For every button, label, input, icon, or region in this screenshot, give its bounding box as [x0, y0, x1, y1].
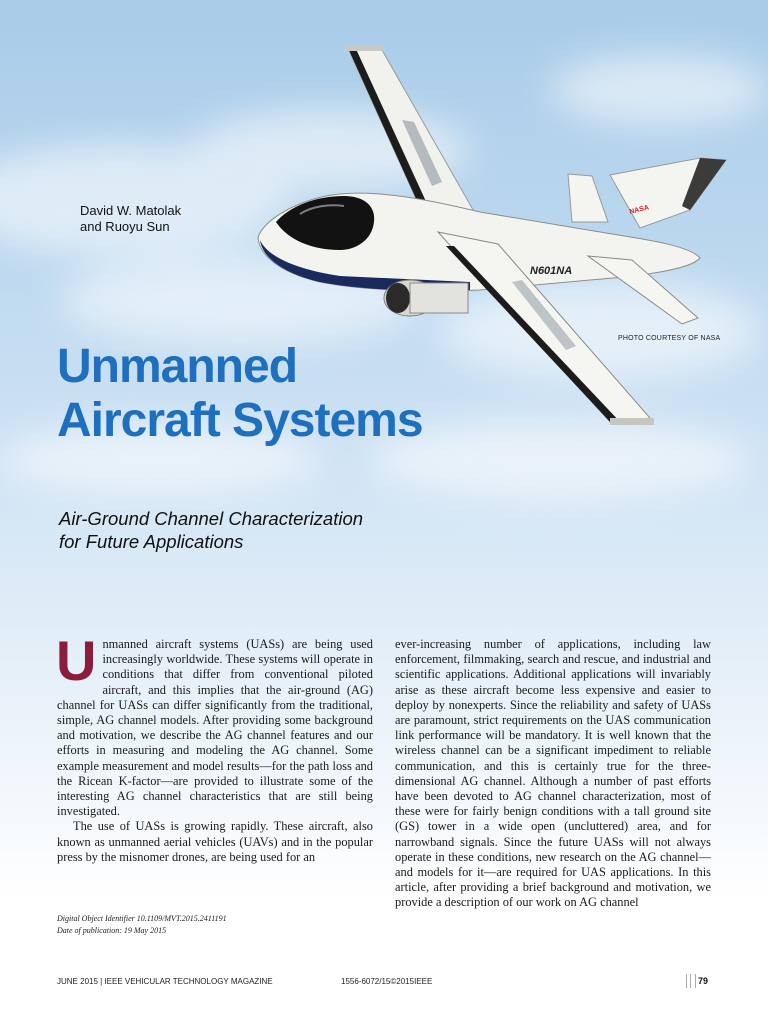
subtitle-line-1: Air-Ground Channel Characterization — [59, 508, 364, 529]
doi-identifier: Digital Object Identifier 10.1109/MVT.2015.2411191 — [57, 914, 227, 923]
author-line-2: and Ruoyu Sun — [80, 219, 170, 234]
footer-bars-icon — [686, 974, 696, 988]
aircraft-tail-number: N601NA — [530, 265, 573, 277]
body-paragraph-3: ever-increasing number of applications, including law enforcement, filmmaking, search and rescue, and industrial and scientific applications. Additional applications will invariably arise as these aircraft become less expensive and easier to deploy by nonexperts. Since the reliability and safety of UASs are paramount, strict requirements on the UAS communication link performance will be mandatory. It is well known that the wireless channel can be a significant impediment to reliable communication, and this is certainly true for the three-dimensional AG channel. Although a number of past efforts have been devoted to AG channel characterization, most of these were for fairly benign conditions with a tall ground site (GS) tower in a wide open (uncluttered) area, and for narrowband signals. Since the future UASs will not always operate in these conditions, new research on the AG channel—and models for it—are required for UAS applications. In this article, after providing a brief background and motivation, we provide a description of our work on AG channel — [395, 637, 711, 910]
body-column-2 — [395, 637, 711, 911]
author-byline — [80, 203, 181, 235]
body-paragraph-2: The use of UASs is growing rapidly. These aircraft, also known as unmanned aerial vehicles (UAVs) and in the popular press by the misnomer drones, are being used for an — [57, 819, 373, 864]
intro-paragraph — [56, 629, 373, 819]
photo-credit: PHOTO COURTESY OF NASA — [618, 335, 721, 342]
article-subtitle — [59, 507, 363, 553]
footer-issn: 1556-6072/15©2015IEEE — [341, 977, 433, 986]
title-line-2: Aircraft Systems — [57, 394, 423, 447]
author-line-1: David W. Matolak — [80, 203, 182, 218]
intro-text: nmanned aircraft systems (UASs) are being used increasingly worldwide. These systems will operate in conditions that differ from conventional piloted aircraft, and this implies that the air-ground (AG) channel for UASs can differ significantly from the traditional, simple, AG channel models. After providing some background and motivation, we describe the AG channel features and our efforts in measuring and modeling the AG channel. Some example measurement and model results—for the path loss and the Ricean K-factor—are provided to illustrate some of the interesting AG channel characteristics that are still being investigated. — [57, 637, 373, 819]
drop-cap: U — [56, 629, 97, 692]
title-line-1: Unmanned — [57, 340, 298, 393]
publication-date: Date of publication: 19 May 2015 — [57, 926, 167, 935]
footer-journal: JUNE 2015 | IEEE VEHICULAR TECHNOLOGY MAGAZINE — [57, 977, 273, 986]
aircraft-tail-fin — [568, 174, 608, 222]
article-title — [57, 340, 423, 448]
body-column-1 — [56, 629, 373, 865]
subtitle-line-2: for Future Applications — [59, 531, 244, 552]
aircraft-nasa-logo: NASA — [628, 204, 650, 216]
doi-block — [57, 913, 227, 937]
page-number: 79 — [698, 976, 709, 986]
